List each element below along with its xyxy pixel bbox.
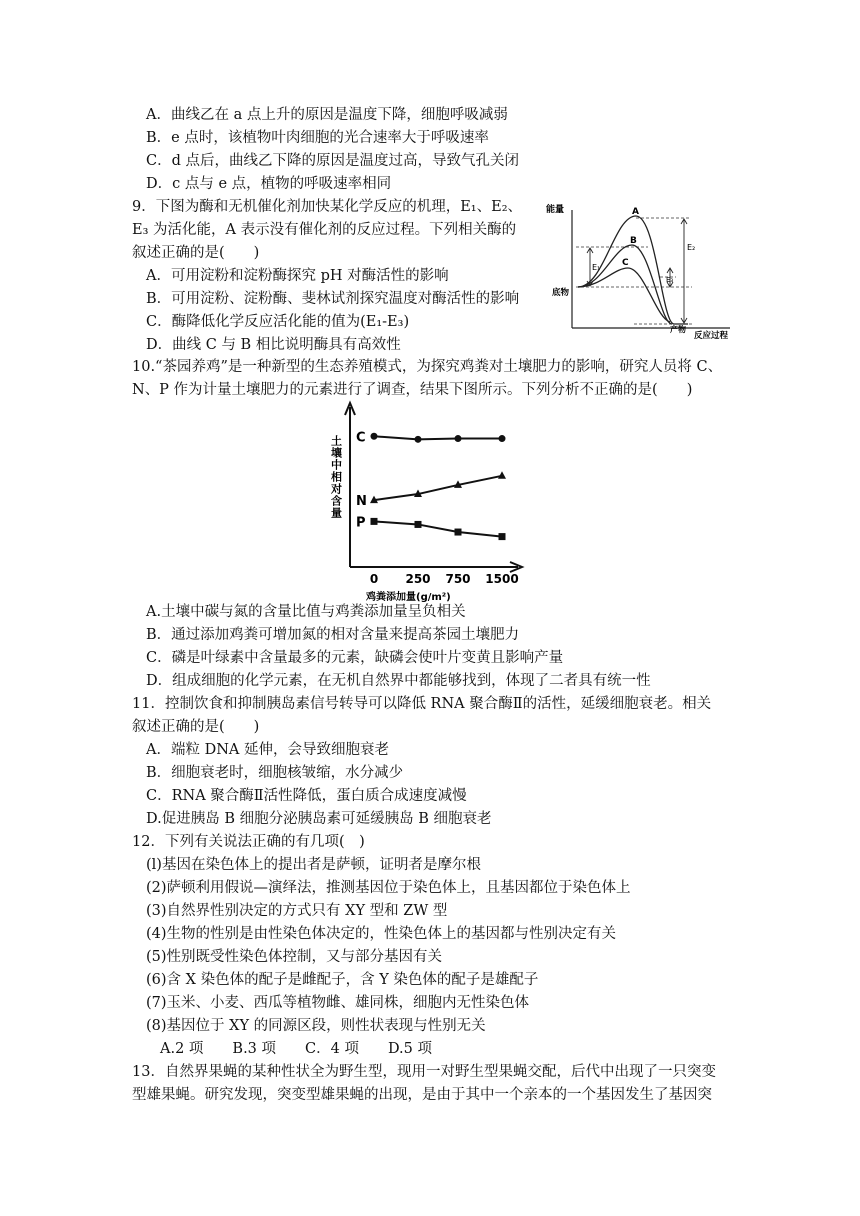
q11-option-b: B．细胞衰老时，细胞核皱缩，水分减少 [146,765,404,781]
point-c-750 [455,435,462,442]
substrate-label: 底物 [552,288,570,298]
q12-item-1: (l)基因在染色体上的提出者是萨顿，证明者是摩尔根 [146,857,481,873]
q9-option-c: C．酶降低化学反应活化能的值为(E₁-E₃) [146,314,410,330]
q13-stem-line1: 13．自然界果蝇的某种性状全为野生型，现用一对野生型果蝇交配，后代中出现了一只突变 [132,1064,716,1080]
q12-item-2: (2)萨顿利用假说—演绎法，推测基因位于染色体上，且基因都位于染色体上 [146,880,631,896]
q8-option-b: B．e 点时，该植物叶肉细胞的光合速率大于呼吸速率 [146,130,489,146]
q12-item-8: (8)基因位于 XY 的同源区段，则性状表现与性别无关 [146,1018,486,1034]
q9-option-a: A．可用淀粉和淀粉酶探究 pH 对酶活性的影响 [146,268,449,284]
point-n-1500 [498,471,506,479]
curve-b-label: B [630,236,637,246]
series-label-p: P [356,515,366,531]
soil-nutrient-chart [330,395,530,605]
q12-answer-choices: A.2 项 B.3 项 C．4 项 D.5 项 [160,1041,432,1057]
q10-option-a: A.土壤中碳与氮的含量比值与鸡粪添加量呈负相关 [146,604,466,620]
chart-xlabel: 鸡粪添加量(g/m²) [366,592,451,603]
point-c-0 [371,433,378,440]
e1-label: E₁ [592,263,601,272]
series-line-n [374,476,502,500]
x-tick-label: 250 [405,572,431,586]
x-tick-label: 0 [369,572,379,586]
point-p-1500 [499,533,506,540]
point-p-250 [415,521,422,528]
point-c-1500 [499,435,506,442]
x-tick-label: 1500 [485,572,519,586]
q9-stem-line2: E₃ 为活化能，A 表示没有催化剂的反应过程。下列相关酶的 [132,222,517,238]
q11-stem-line1: 11．控制饮食和抑制胰岛素信号转导可以降低 RNA 聚合酶Ⅱ的活性，延缓细胞衰老。相关 [132,696,712,712]
product-label: 产物 [670,325,686,334]
e2-label: E₂ [687,243,696,252]
q9-option-d: D．曲线 C 与 B 相比说明酶具有高效性 [146,337,401,353]
q11-option-c: C．RNA 聚合酶Ⅱ活性降低，蛋白质合成速度减慢 [146,788,467,804]
point-p-0 [371,518,378,525]
q9-option-b: B．可用淀粉、淀粉酶、斐林试剂探究温度对酶活性的影响 [146,291,520,307]
q11-stem-line2: 叙述正确的是( ) [132,719,260,735]
q9-stem-line1: 9．下图为酶和无机催化剂加快某化学反应的机理，E₁、E₂、 [132,199,523,215]
curve-c-label: C [622,258,629,268]
energy-axis-label: 能量 [546,205,565,215]
q12-stem: 12．下列有关说法正确的有几项( ) [132,834,365,850]
q10-option-b: B．通过添加鸡粪可增加氮的相对含量来提高茶园土壤肥力 [146,627,520,643]
q8-option-a: A．曲线乙在 a 点上升的原因是温度下降，细胞呼吸减弱 [146,107,508,123]
q9-stem-line3: 叙述正确的是( ) [132,245,260,261]
q10-stem-line1: 10.“茶园养鸡”是一种新型的生态养殖模式，为探究鸡粪对土壤肥力的影响，研究人员将 C、 [132,359,723,375]
q10-option-c: C．磷是叶绿素中含量最多的元素，缺磷会使叶片变黄且影响产量 [146,650,564,666]
enzyme-energy-diagram [544,198,740,340]
q12-item-6: (6)含 X 染色体的配子是雌配子，含 Y 染色体的配子是雄配子 [146,972,539,988]
q10-option-d: D．组成细胞的化学元素，在无机自然界中都能够找到，体现了二者具有统一性 [146,673,651,689]
q11-option-d: D.促进胰岛 B 细胞分泌胰岛素可延缓胰岛 B 细胞衰老 [146,811,492,827]
q8-option-c: C．d 点后，曲线乙下降的原因是温度过高，导致气孔关闭 [146,153,519,169]
x-tick-label: 750 [445,572,471,586]
q8-option-d: D．c 点与 e 点，植物的呼吸速率相同 [146,176,392,192]
q10-stem-line2: N、P 作为计量土壤肥力的元素进行了调查，结果下图所示。下列分析不正确的是( ) [132,382,693,398]
point-p-750 [455,529,462,536]
q13-stem-line2: 型雄果蝇。研究发现，突变型雄果蝇的出现，是由于其中一个亲本的一个基因发生了基因突 [132,1087,712,1103]
process-axis-label: 反应过程 [694,331,729,340]
q12-item-7: (7)玉米、小麦、西瓜等植物雌、雄同株，细胞内无性染色体 [146,995,530,1011]
e3-label: E₃ [666,276,674,284]
q12-item-3: (3)自然界性别决定的方式只有 XY 型和 ZW 型 [146,903,448,919]
chart-ylabel: 土壤中相对含量 [330,435,343,519]
series-line-c [374,436,502,439]
curve-a-label: A [632,207,639,217]
point-c-250 [415,436,422,443]
series-label-c: C [356,430,366,446]
series-label-n: N [356,494,367,510]
series-line-p [374,521,502,536]
q12-item-5: (5)性别既受性染色体控制，又与部分基因有关 [146,949,443,965]
q12-item-4: (4)生物的性别是由性染色体决定的，性染色体上的基因都与性别决定有关 [146,926,617,942]
q11-option-a: A．端粒 DNA 延伸，会导致细胞衰老 [146,742,389,758]
